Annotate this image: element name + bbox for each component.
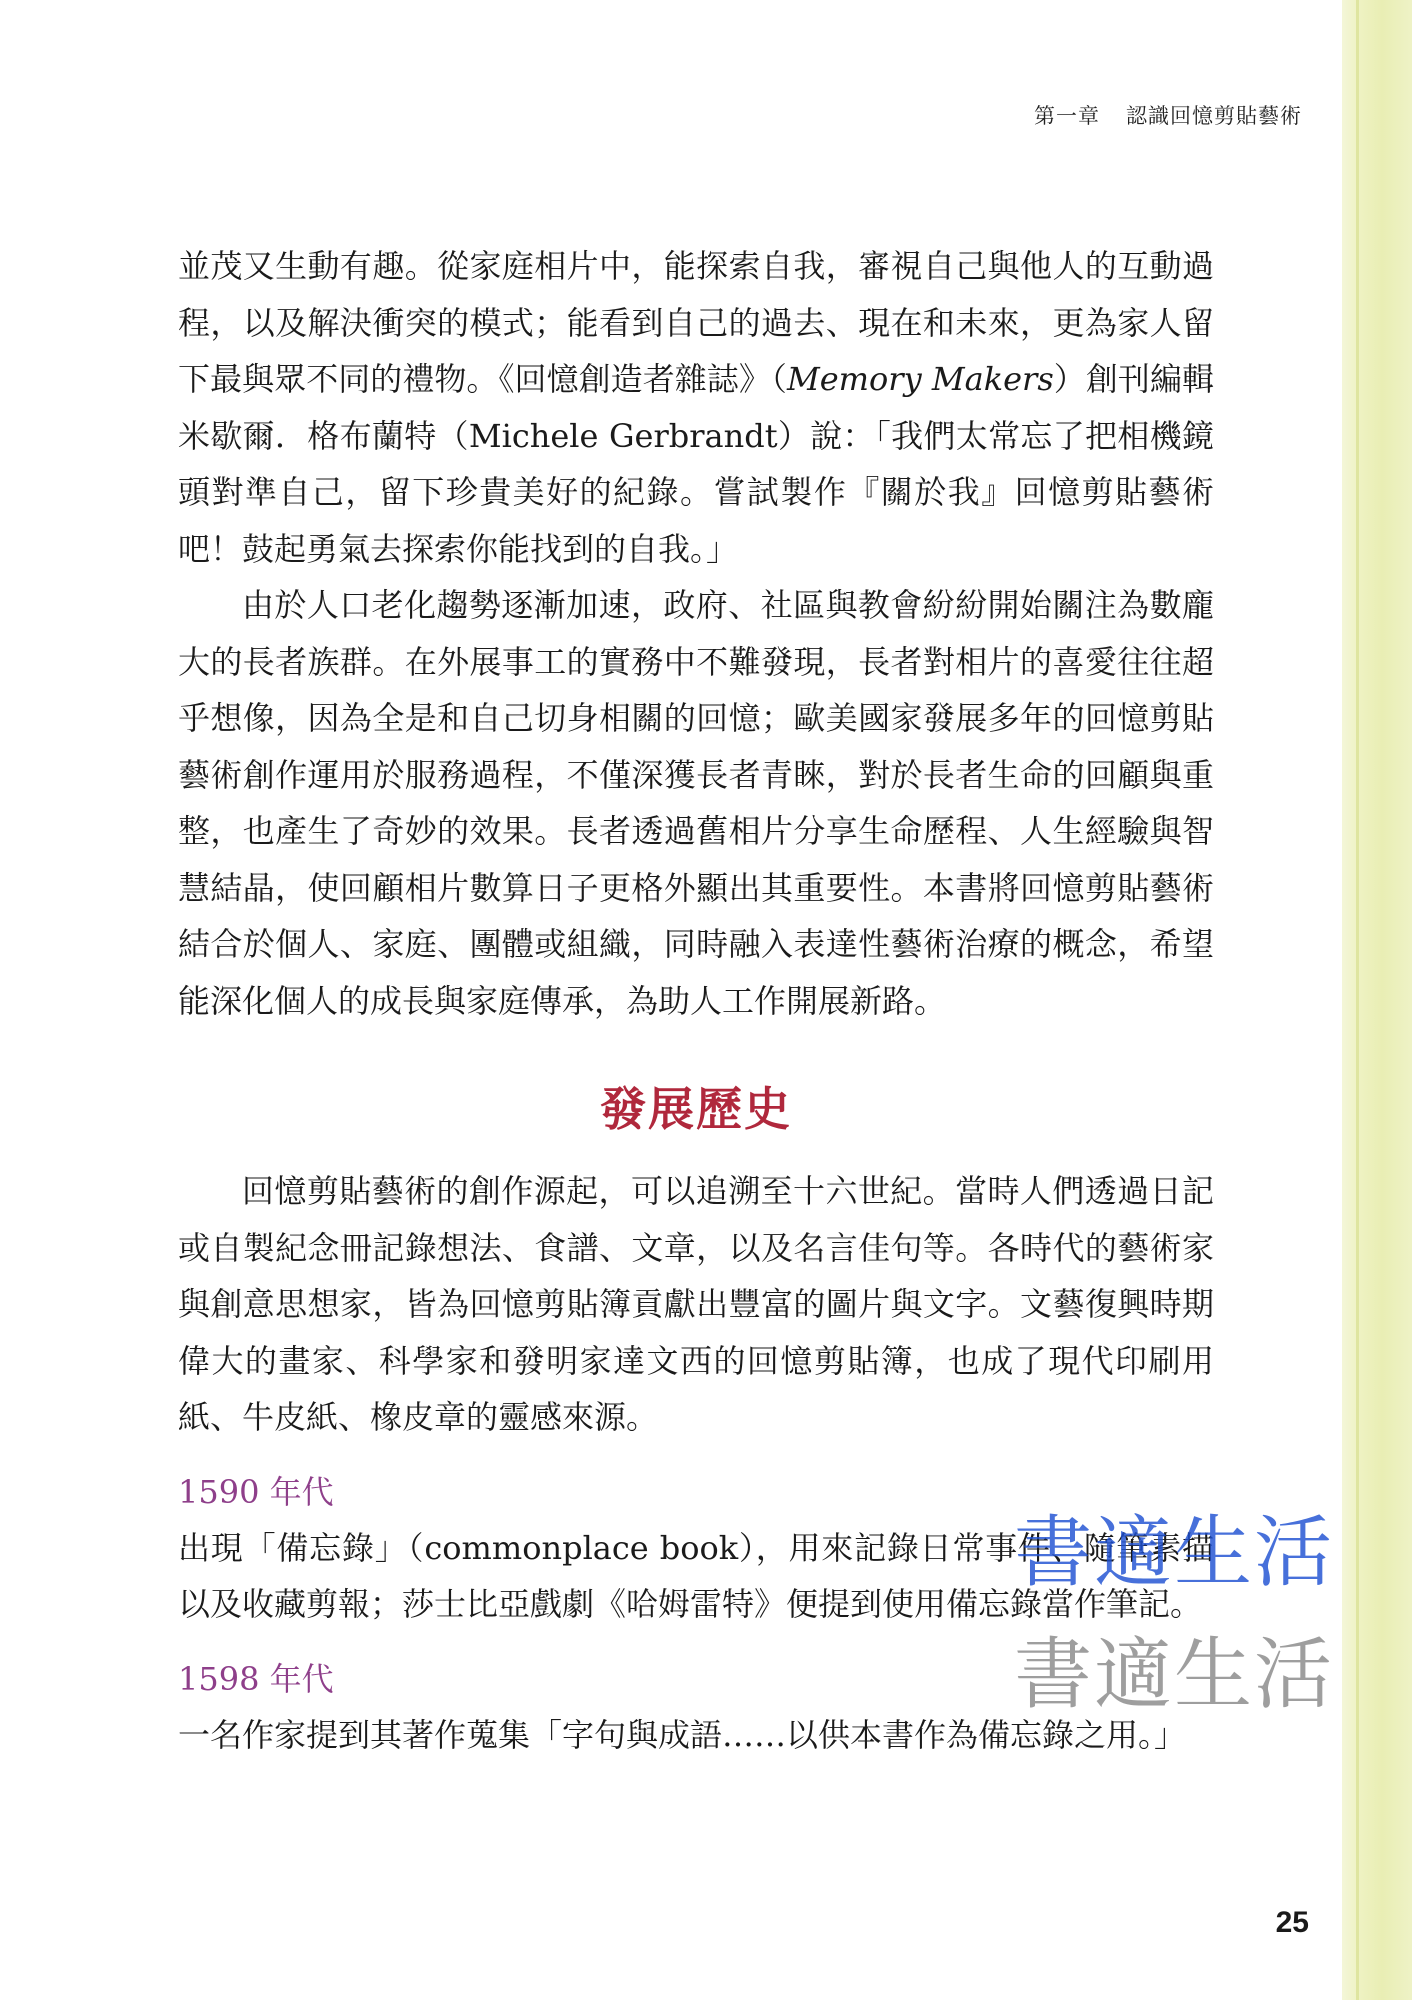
decorative-side-band <box>1342 0 1412 2000</box>
paragraph-1 <box>178 238 1214 577</box>
watermark-gray: 書適生活 <box>1013 1630 1334 1720</box>
era-text-1598: 一名作家提到其著作蒐集「字句與成語……以供本書作為備忘錄之用。」 <box>178 1715 1187 1754</box>
paragraph-2: 由於人口老化趨勢逐漸加速，政府、社區與教會紛紛開始關注為數龐大的長者族群。在外展事工的實務中不難發現，長者對相片的喜愛往往超乎想像，因為全是和自己切身相關的回憶；歐美國家發展多年的回憶剪貼藝術創作運用於服務過程，不僅深獲長者青睞，對於長者生命的回顧與重整，也產生了奇妙的效果。長者透過舊相片分享生命歷程、人生經驗與智慧結晶，使回顧相片數算日子更格外顯出其重要性。本書將回憶剪貼藝術結合於個人、家庭、團體或組織，同時融入表達性藝術治療的概念，希望能深化個人的成長與家庭傳承，為助人工作開展新路。 <box>178 586 1214 1020</box>
paragraph-1-text: 並茂又生動有趣。從家庭相片中，能探索自我，審視自己與他人的互動過程，以及解決衝突的模式；能看到自己的過去、現在和未來，更為家人留下最與眾不同的禮物。《回憶創造者雜誌》（ <box>178 247 1214 398</box>
era-label-1590: 1590 年代 <box>178 1472 334 1511</box>
section-title: 發展歷史 <box>600 1082 792 1136</box>
watermark-blue: 書適生活 <box>1013 1508 1334 1598</box>
chapter-title: 認識回憶剪貼藝術 <box>1126 104 1302 128</box>
page-number: 25 <box>1275 1906 1309 1939</box>
section-intro: 回憶剪貼藝術的創作源起，可以追溯至十六世紀。當時人們透過日記或自製紀念冊記錄想法、食譜、文章，以及名言佳句等。各時代的藝術家與創意思想家，皆為回憶剪貼簿貢獻出豐富的圖片與文字。文藝復興時期偉大的畫家、科學家和發明家達文西的回憶剪貼簿，也成了現代印刷用紙、牛皮紙、橡皮章的靈感來源。 <box>178 1172 1214 1436</box>
paragraph-1-rest: ）創刊編輯米歇爾．格布蘭特（Michele Gerbrandt）說：「我們太常忘了把相機鏡頭對準自己，留下珍貴美好的紀錄。嘗試製作『關於我』回憶剪貼藝術吧！鼓起勇氣去探索你能找到的自我。」 <box>178 360 1214 568</box>
chapter-label: 第一章 <box>1034 104 1100 128</box>
era-text-1590: 出現「備忘錄」（commonplace book），用來記錄日常事件、隨筆素描以及收藏剪報；莎士比亞戲劇《哈姆雷特》便提到使用備忘錄當作筆記。 <box>178 1528 1214 1623</box>
magazine-title-italic: Memory Makers <box>786 360 1054 398</box>
running-header <box>1034 100 1302 130</box>
era-label-1598: 1598 年代 <box>178 1659 334 1698</box>
